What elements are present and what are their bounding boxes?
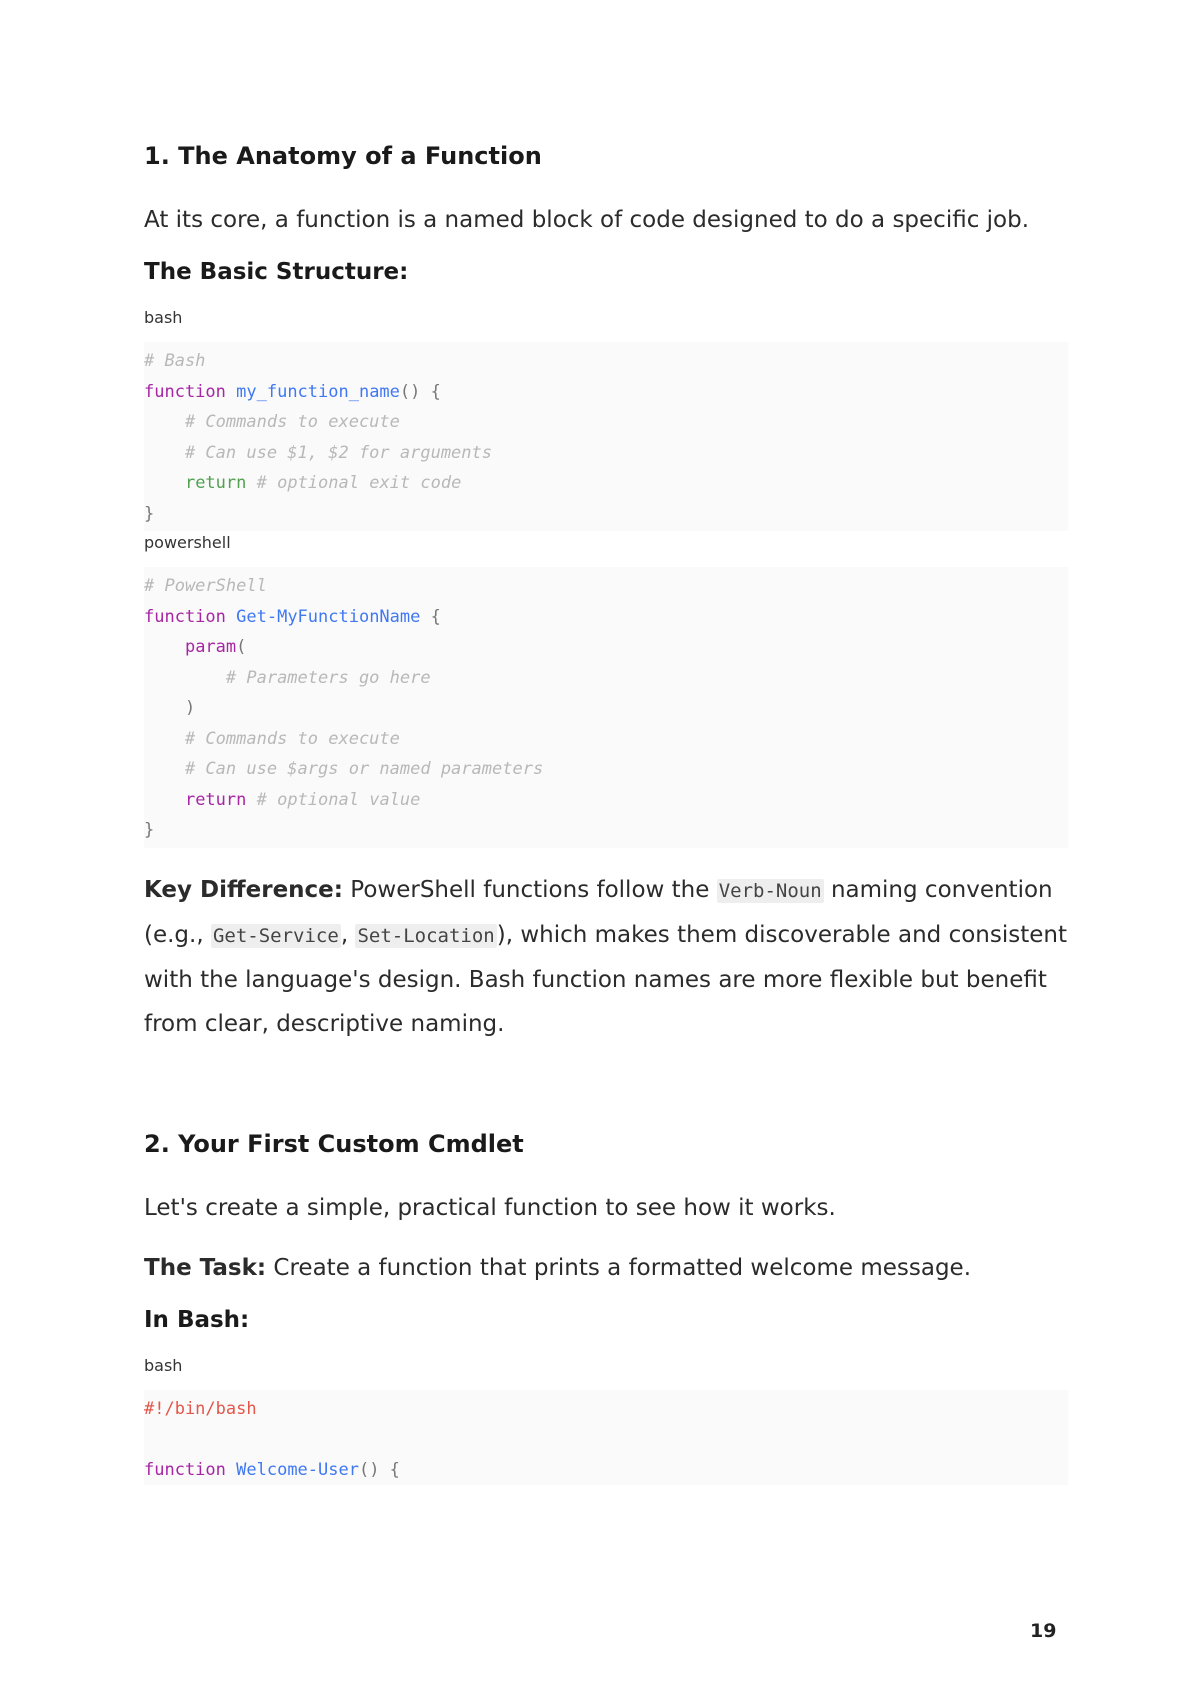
code-comment: # Parameters go here [225, 667, 431, 688]
code-comment: # Commands to execute [184, 412, 400, 432]
inline-code: Verb-Noun [718, 879, 822, 902]
basic-structure-heading: The Basic Structure: [144, 259, 409, 285]
code-comment: # Can use $args or named parameters [184, 759, 544, 779]
section-2-title: 2. Your First Custom Cmdlet [144, 1129, 524, 1158]
section-2-intro: Let's create a simple, practical function to see how it works. [144, 1194, 836, 1221]
paragraph-text: ), which makes them discoverable and consistent with the language's design. Bash function names are more flexible but benefit from clear, descriptive naming. [144, 921, 1067, 1037]
code-punctuation: () { [358, 1459, 400, 1480]
code-punctuation: ) [184, 698, 196, 718]
code-comment: # Can use $1, $2 for arguments [184, 442, 492, 463]
code-punctuation: ( [236, 637, 247, 657]
powershell-language-label: powershell [144, 533, 231, 552]
code-punctuation: { [430, 606, 441, 627]
code-comment: # Bash [144, 351, 206, 371]
inline-code: Set-Location [357, 924, 495, 947]
bash-code-block [144, 342, 1068, 531]
code-function-name: my_function_name [236, 381, 400, 402]
code-comment: # optional value [256, 789, 421, 810]
code-punctuation: } [144, 503, 155, 524]
code-keyword: param [184, 637, 237, 657]
task-label: The Task: [144, 1254, 267, 1281]
key-difference-label: Key Difference: [144, 876, 343, 903]
section-1-title: 1. The Anatomy of a Function [144, 142, 542, 170]
code-comment: # optional exit code [256, 473, 462, 493]
paragraph-text: PowerShell functions follow the [342, 876, 717, 903]
powershell-code-block [144, 567, 1068, 848]
paragraph-text: Create a function that prints a formatted welcome message. [266, 1254, 972, 1281]
code-punctuation: () { [399, 381, 441, 402]
task-paragraph [144, 1246, 1068, 1290]
code-function-name: Welcome-User [236, 1459, 359, 1480]
page-number: 19 [1030, 1620, 1057, 1642]
inline-code: Get-Service [212, 924, 339, 947]
key-difference-paragraph [144, 868, 1068, 1046]
code-keyword: function [144, 606, 226, 627]
code-comment: # PowerShell [144, 576, 267, 596]
code-keyword: function [144, 381, 226, 402]
code-shebang: #!/bin/bash [144, 1398, 257, 1419]
in-bash-heading: In Bash: [144, 1306, 250, 1333]
code-keyword: function [144, 1459, 226, 1480]
page-content [144, 140, 1068, 1485]
code-function-name: Get-MyFunctionName [236, 606, 421, 627]
paragraph-text: , [340, 921, 356, 948]
bash-language-label-2: bash [144, 1355, 183, 1375]
code-punctuation: } [144, 820, 155, 840]
code-keyword: return [184, 473, 247, 493]
paragraph-text: naming convention (e.g., [144, 876, 1053, 948]
welcome-user-code-block [144, 1390, 1068, 1486]
code-comment: # Commands to execute [184, 728, 400, 749]
code-keyword: return [184, 789, 247, 810]
section-1-intro: At its core, a function is a named block of code designed to do a specific job. [144, 207, 1030, 233]
bash-language-label: bash [144, 308, 183, 327]
